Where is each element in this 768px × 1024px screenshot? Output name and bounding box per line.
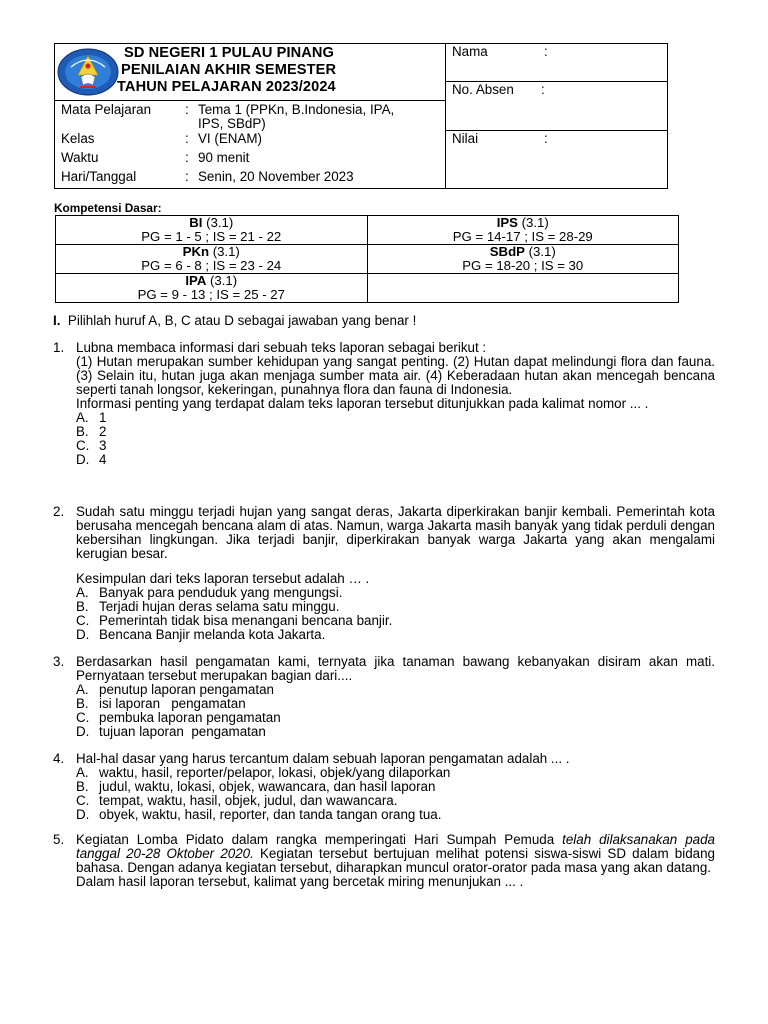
option-c[interactable] [76, 711, 715, 725]
kd-cell-empty [367, 274, 679, 303]
question-text: Berdasarkan hasil pengamatan kami, ternyata jika tanaman bawang kebanyakan disiram akan mati. Pernyataan tersebut merupakan bagian dari.... [76, 654, 715, 683]
question-text: (1) Hutan merupakan sumber kehidupan yang sangat penting. (2) Hutan dapat melindungi flora dan fauna. (3) Selain itu, hutan juga akan menjaga sumber mata air. (4) Keberadaan hutan akan mencegah bencana seperti tanah longsor, kekeringan, punahnya flora dan fauna di Indonesia. [76, 354, 715, 397]
question-prompt: Kesimpulan dari teks laporan tersebut adalah … . [76, 571, 370, 586]
option-a[interactable] [76, 411, 715, 425]
kd-subject: IPA [185, 273, 207, 288]
option-text: isi laporan pengamatan [99, 696, 246, 711]
option-text: 4 [99, 452, 107, 467]
field-separator: : [185, 131, 189, 146]
field-value: Tema 1 (PPKn, B.Indonesia, IPA, [198, 102, 395, 117]
question-number: 5. [53, 832, 65, 847]
kd-detail: PG = 18-20 ; IS = 30 [462, 258, 584, 273]
kd-number: (3.1) [206, 273, 238, 288]
kd-cell [56, 245, 368, 274]
option-a[interactable] [76, 683, 715, 697]
kd-cell [367, 245, 679, 274]
option-text: tujuan laporan pengamatan [99, 724, 266, 739]
option-a[interactable] [76, 766, 715, 780]
exam-header [54, 43, 668, 189]
field-separator: : [541, 82, 545, 97]
question-prompt: Dalam hasil laporan tersebut, kalimat yang bercetak miring menunjukan ... . [76, 874, 524, 889]
option-c[interactable] [76, 439, 715, 453]
field-label: Hari/Tanggal [61, 169, 137, 184]
question-number: 4. [53, 751, 65, 766]
question-text: Lubna membaca informasi dari sebuah teks laporan sebagai berikut : [76, 340, 487, 355]
option-letter: B. [76, 696, 89, 711]
kd-subject: PKn [182, 244, 210, 259]
header-divider [55, 100, 445, 101]
question-number: 1. [53, 340, 65, 355]
option-letter: A. [76, 765, 89, 780]
option-letter: D. [76, 724, 90, 739]
option-text: penutup laporan pengamatan [99, 682, 274, 697]
option-b[interactable] [76, 425, 715, 439]
field-label: Waktu [61, 150, 99, 165]
question-4 [53, 752, 715, 822]
kd-number: (3.1) [524, 244, 556, 259]
field-separator: : [544, 131, 548, 146]
section-number: I. [53, 313, 61, 328]
instruction [53, 313, 416, 328]
question-text: Hal-hal dasar yang harus tercantum dalam sebuah laporan pengamatan adalah ... . [76, 751, 570, 766]
question-text: Kegiatan Lomba Pidato dalam rangka memperingati Hari Sumpah Pemuda [76, 832, 563, 847]
option-text: 1 [99, 410, 107, 425]
name-label: Nama [452, 44, 488, 59]
kd-detail: PG = 14-17 ; IS = 28-29 [452, 229, 593, 244]
field-value: IPS, SBdP) [198, 116, 266, 131]
option-text: Bencana Banjir melanda kota Jakarta. [99, 627, 326, 642]
instruction-text: Pilihlah huruf A, B, C atau D sebagai jawaban yang benar ! [67, 313, 417, 328]
question-text: Sudah satu minggu terjadi hujan yang sangat deras, Jakarta diperkirakan banjir kembali. Pemerintah kota berusaha mencegah bencana alam di atas. Namun, warga Jakarta masih banyak yang tidak perduli dengan kebersihan lingkungan. Jika terjadi banjir, diperkirakan banyak warga Jakarta yang akan mengalami kerugian besar. [76, 504, 715, 561]
field-value: 90 menit [198, 150, 250, 165]
option-b[interactable] [76, 780, 715, 794]
option-text: tempat, waktu, hasil, objek, judul, dan wawancara. [99, 793, 398, 808]
option-text: obyek, waktu, hasil, reporter, dan tanda tangan orang tua. [99, 807, 442, 822]
option-text: Banyak para penduduk yang mengungsi. [99, 585, 343, 600]
option-text: judul, waktu, lokasi, objek, wawancara, dan hasil laporan [99, 779, 436, 794]
tut-wuri-handayani-logo [57, 47, 119, 97]
field-label: Mata Pelajaran [61, 102, 152, 117]
option-c[interactable] [76, 794, 715, 808]
kd-number: (3.1) [209, 244, 240, 259]
absen-label: No. Absen [452, 82, 514, 97]
kd-cell [367, 216, 679, 245]
option-d[interactable] [76, 628, 715, 642]
question-2 [53, 505, 715, 642]
field-separator: : [185, 102, 189, 117]
option-d[interactable] [76, 453, 715, 467]
option-d[interactable] [76, 725, 715, 739]
exam-title: PENILAIAN AKHIR SEMESTER [121, 62, 337, 78]
kd-detail: PG = 9 - 13 ; IS = 25 - 27 [137, 287, 285, 302]
option-text: Terjadi hujan deras selama satu minggu. [99, 599, 340, 614]
option-letter: A. [76, 682, 89, 697]
option-letter: D. [76, 627, 90, 642]
option-letter: C. [76, 438, 90, 453]
question-1 [53, 341, 715, 467]
option-text: pembuka laporan pengamatan [99, 710, 281, 725]
field-separator: : [185, 150, 189, 165]
kompetensi-table [55, 215, 679, 303]
kd-subject: IPS [496, 215, 518, 230]
option-text: 2 [99, 424, 107, 439]
option-letter: A. [76, 410, 89, 425]
kd-detail: PG = 1 - 5 ; IS = 21 - 22 [141, 229, 282, 244]
question-number: 3. [53, 654, 65, 669]
option-letter: B. [76, 599, 89, 614]
field-label: Kelas [61, 131, 95, 146]
question-number: 2. [53, 504, 65, 519]
header-divider [445, 130, 667, 131]
field-separator: : [185, 169, 189, 184]
question-text: Informasi penting yang terdapat dalam teks laporan tersebut ditunjukkan pada kalimat nomor ... . [76, 396, 649, 411]
option-b[interactable] [76, 600, 715, 614]
school-name: SD NEGERI 1 PULAU PINANG [124, 45, 334, 61]
kd-subject: BI [189, 215, 203, 230]
option-text: Pemerintah tidak bisa menangani bencana banjir. [99, 613, 393, 628]
option-letter: C. [76, 710, 90, 725]
option-letter: D. [76, 452, 90, 467]
option-b[interactable] [76, 697, 715, 711]
header-divider [445, 44, 446, 188]
kd-cell [56, 216, 368, 245]
field-value: Senin, 20 November 2023 [198, 169, 354, 184]
kd-number: (3.1) [517, 215, 549, 230]
option-a[interactable] [76, 586, 715, 600]
option-letter: C. [76, 613, 90, 628]
kompetensi-title: Kompetensi Dasar: [54, 201, 162, 215]
kd-subject: SBdP [489, 244, 525, 259]
option-letter: D. [76, 807, 90, 822]
field-value: VI (ENAM) [198, 131, 262, 146]
option-letter: C. [76, 793, 90, 808]
nilai-label: Nilai [452, 131, 479, 146]
option-letter: A. [76, 585, 89, 600]
option-c[interactable] [76, 614, 715, 628]
question-3 [53, 655, 715, 739]
kd-cell [56, 274, 368, 303]
field-separator: : [544, 44, 548, 59]
kd-number: (3.1) [202, 215, 234, 230]
kd-detail: PG = 6 - 8 ; IS = 23 - 24 [141, 258, 282, 273]
question-text: Kegiatan tersebut bertujuan melihat potensi siswa-siswi SD dalam bidang bahasa. Dengan adanya kegiatan tersebut, diharapkan muncul orator-orator pada masa yang akan datang. [76, 846, 715, 875]
option-letter: B. [76, 779, 89, 794]
italic-sentence: telah dilaksanakan pada tanggal 20-28 Oktober 2020. [76, 832, 715, 861]
option-d[interactable] [76, 808, 715, 822]
question-5 [53, 833, 715, 889]
option-letter: B. [76, 424, 89, 439]
option-text: waktu, hasil, reporter/pelapor, lokasi, objek/yang dilaporkan [99, 765, 451, 780]
option-text: 3 [99, 438, 107, 453]
academic-year: TAHUN PELAJARAN 2023/2024 [117, 79, 336, 95]
